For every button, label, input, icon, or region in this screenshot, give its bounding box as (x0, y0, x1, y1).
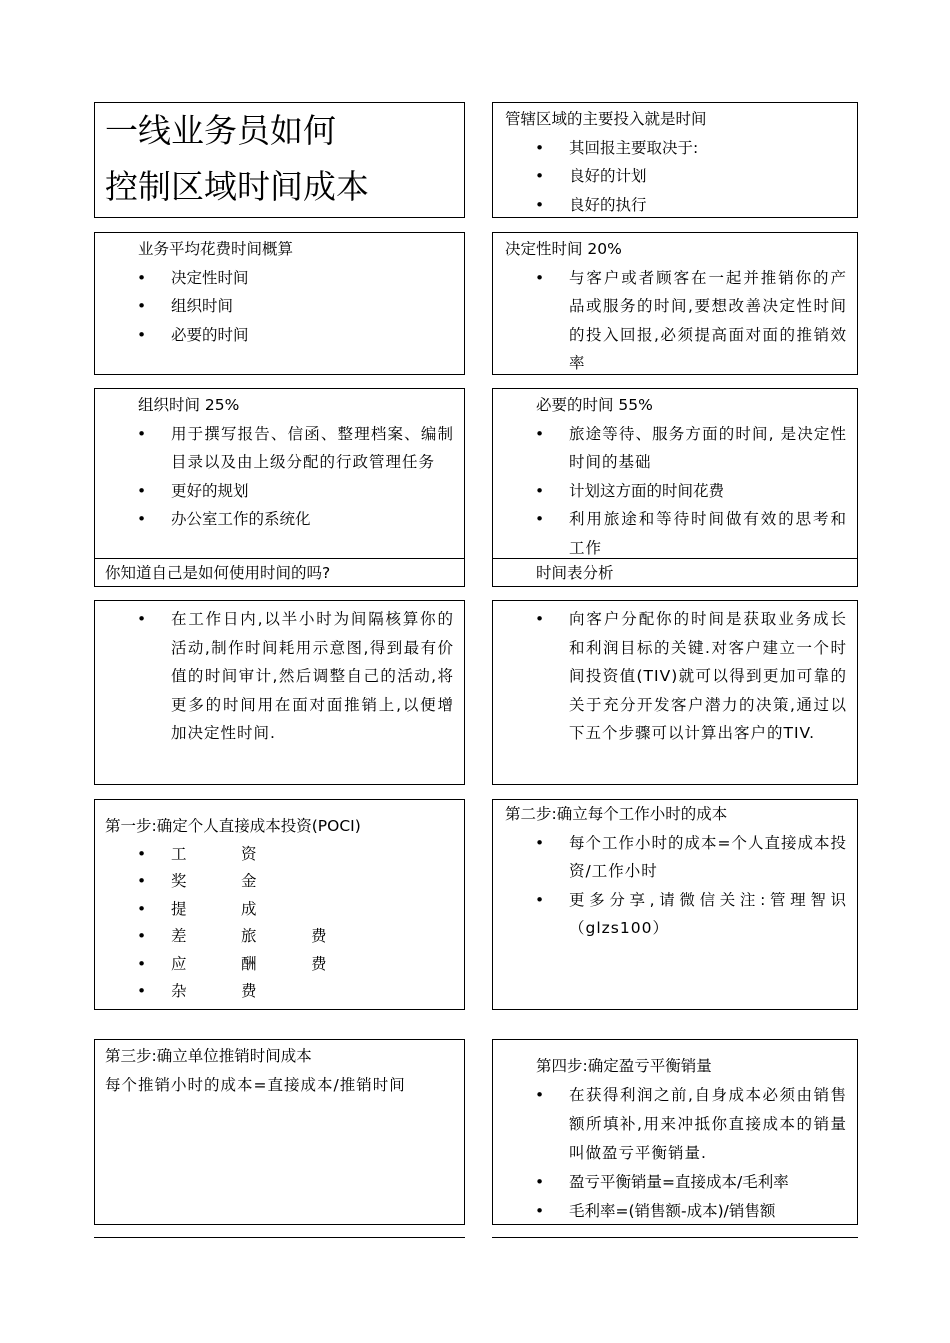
decisive-list (493, 264, 857, 376)
step2-list (493, 829, 857, 943)
step4-heading: 第四步:确定盈亏平衡销量 (536, 1057, 712, 1075)
org-time-list (95, 420, 464, 534)
list-item: • 良好的执行 (535, 195, 647, 214)
tiv-box (492, 600, 858, 785)
list-item: • 应 酬 费 (137, 954, 327, 973)
list-item: • 与客户或者顾客在一起并推销你的产品或服务的时间,要想改善决定性时间的投入回报,必须提高面对面的推销效率 (535, 268, 847, 372)
decisive-box (492, 232, 858, 375)
step3-box (94, 1039, 465, 1225)
step4-box (492, 1039, 858, 1225)
input-heading: 管辖区域的主要投入就是时间 (505, 110, 707, 128)
step1-list (95, 841, 464, 1006)
overview-list (95, 264, 464, 350)
bottom-rule-left (94, 1237, 465, 1238)
list-item: • 奖 金 (137, 872, 257, 890)
list-item: • 旅途等待、服务方面的时间, 是决定性时间的基础 (535, 424, 847, 471)
list-item: • 毛利率=(销售额-成本)/销售额 (535, 1201, 776, 1220)
list-item: • 利用旅途和等待时间做有效的思考和工作 (535, 510, 847, 557)
list-item: • 提 成 (137, 899, 257, 918)
org-time-footer: 你知道自己是如何使用时间的吗? (95, 558, 464, 587)
list-item: • 决定性时间 (137, 268, 249, 287)
bottom-rule-right (492, 1237, 858, 1238)
list-item: • 办公室工作的系统化 (137, 510, 311, 528)
audit-list (95, 605, 464, 748)
org-time-box (94, 388, 465, 587)
input-list (493, 134, 857, 219)
step3-body: 每个推销小时的成本=直接成本/推销时间 (105, 1075, 406, 1094)
necessary-time-list (493, 420, 857, 563)
list-item: • 更多分享,请微信关注:管理智识（glzs100） (535, 890, 847, 937)
list-item: • 在获得利润之前,自身成本必须由销售额所填补,用来冲抵你直接成本的销量叫做盈亏平衡销量. (535, 1085, 847, 1162)
list-item: • 必要的时间 (137, 325, 249, 344)
list-item: • 盈亏平衡销量=直接成本/毛利率 (535, 1172, 789, 1191)
list-item: • 其回报主要取决于: (535, 138, 699, 157)
list-item: • 组织时间 (137, 297, 234, 315)
org-time-heading: 组织时间 25% (138, 396, 240, 414)
page-title: 一线业务员如何 控制区域时间成本 (105, 111, 369, 206)
necessary-time-heading: 必要的时间 55% (536, 396, 653, 414)
list-item: • 用于撰写报告、信函、整理档案、编制目录以及由上级分配的行政管理任务 (137, 424, 454, 471)
list-item: • 在工作日内,以半小时为间隔核算你的活动,制作时间耗用示意图,得到最有价值的时间审计,然后调整自己的活动,将更多的时间用在面对面推销上,以便增加决定性时间. (137, 610, 454, 742)
list-item: • 向客户分配你的时间是获取业务成长和利润目标的关键.对客户建立一个时间投资值(TIV)就可以得到更加可靠的关于充分开发客户潜力的决策,通过以下五个步骤可以计算出客户的TIV. (535, 610, 847, 742)
input-box (492, 102, 858, 218)
list-item: • 每个工作小时的成本=个人直接成本投资/工作小时 (535, 833, 847, 880)
step1-heading: 第一步:确定个人直接成本投资(POCI) (105, 817, 361, 835)
audit-box (94, 600, 465, 785)
step3-heading: 第三步:确立单位推销时间成本 (105, 1047, 312, 1065)
decisive-heading: 决定性时间 20% (505, 240, 622, 258)
overview-heading: 业务平均花费时间概算 (138, 240, 294, 258)
list-item: • 更好的规划 (137, 481, 249, 500)
list-item: • 差 旅 费 (137, 927, 327, 945)
list-item: • 杂 费 (137, 982, 257, 1000)
step1-box (94, 799, 465, 1010)
necessary-time-box (492, 388, 858, 587)
overview-box (94, 232, 465, 375)
step4-list (493, 1081, 857, 1226)
step2-box (492, 799, 858, 1010)
necessary-time-footer: 时间表分析 (493, 558, 857, 587)
list-item: • 工 资 (137, 844, 257, 863)
step2-heading: 第二步:确立每个工作小时的成本 (505, 805, 728, 823)
tiv-list (493, 605, 857, 748)
title-box (94, 102, 465, 218)
list-item: • 良好的计划 (535, 167, 647, 185)
list-item: • 计划这方面的时间花费 (535, 481, 725, 500)
